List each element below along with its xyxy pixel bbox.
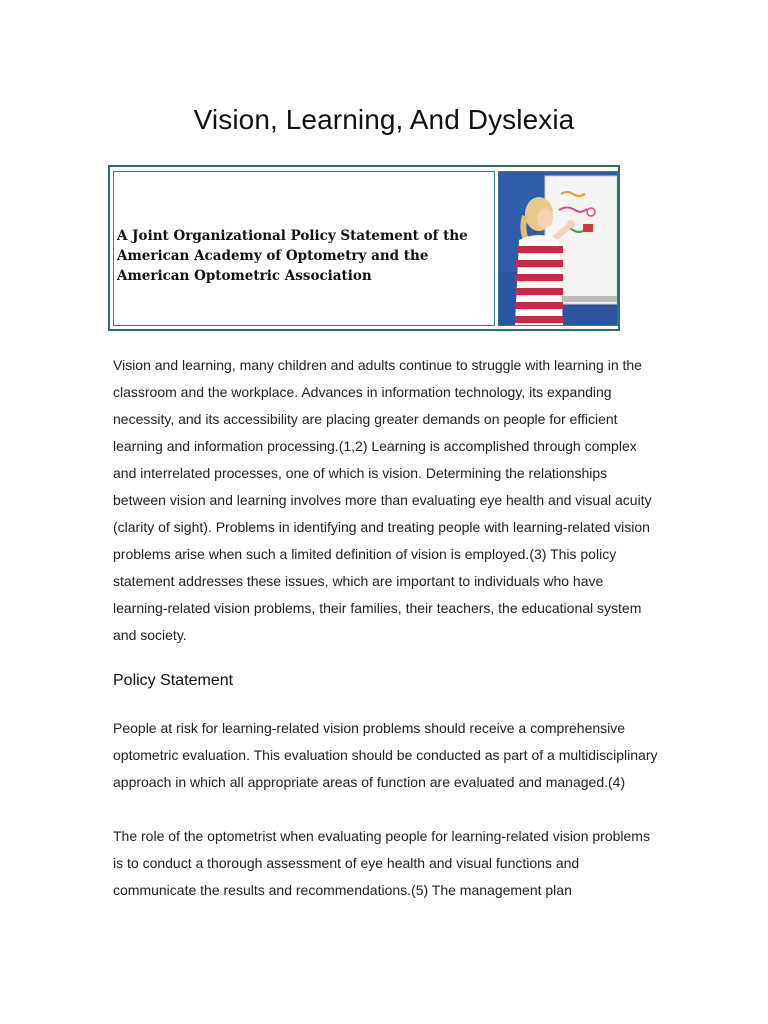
policy-paragraph-1: People at risk for learning-related vision problems should receive a comprehensive optometric evaluation. This evaluation should be conducted as part of a multidisciplinary approach in which all appropriate areas of function are evaluated and managed.(4): [113, 720, 658, 790]
policy-paragraph-2: The role of the optometrist when evaluating people for learning-related vision problems is to conduct a thorough assessment of eye health and visual functions and communicate the results and recommendations.(5) The management plan: [113, 828, 650, 898]
section-heading-policy: Policy Statement: [113, 672, 234, 689]
header-text-cell: [113, 171, 495, 326]
shirt-stripe-6: [515, 316, 563, 323]
shirt-stripe-5: [515, 302, 563, 309]
shirt-stripe-3: [515, 274, 563, 281]
child-whiteboard-image: [499, 172, 617, 325]
header-box: [108, 165, 620, 331]
policy-subtitle: A Joint Organizational Policy Statement of the American Academy of Optometry and the American Optometric Association: [117, 228, 468, 284]
header-image-cell: [498, 171, 618, 326]
scribble-red-mark: [583, 224, 593, 232]
shirt-stripe-4: [515, 288, 563, 295]
child-face: [537, 208, 553, 228]
shirt-stripe-2: [516, 260, 563, 267]
page-title: Vision, Learning, And Dyslexia: [193, 104, 575, 135]
intro-paragraph: Vision and learning, many children and adults continue to struggle with learning in the classroom and the workplace. Advances in information technology, its expanding necessity, and its accessibility are placing greater demands on people for efficient learning and information processing.(1,2) Learning is accomplished through complex and interrelated processes, one of which is vision. Determining the relationships between vision and learning involves more than evaluating eye health and visual acuity (clarity of sight). Problems in identifying and treating people with learning-related vision problems arise when such a limited definition of vision is employed.(3) This policy statement addresses these issues, which are important to individuals who have learning-related vision problems, their families, their teachers, the educational system and society.: [113, 357, 652, 643]
child-hand: [567, 220, 575, 228]
shirt-stripe-1: [517, 246, 563, 253]
